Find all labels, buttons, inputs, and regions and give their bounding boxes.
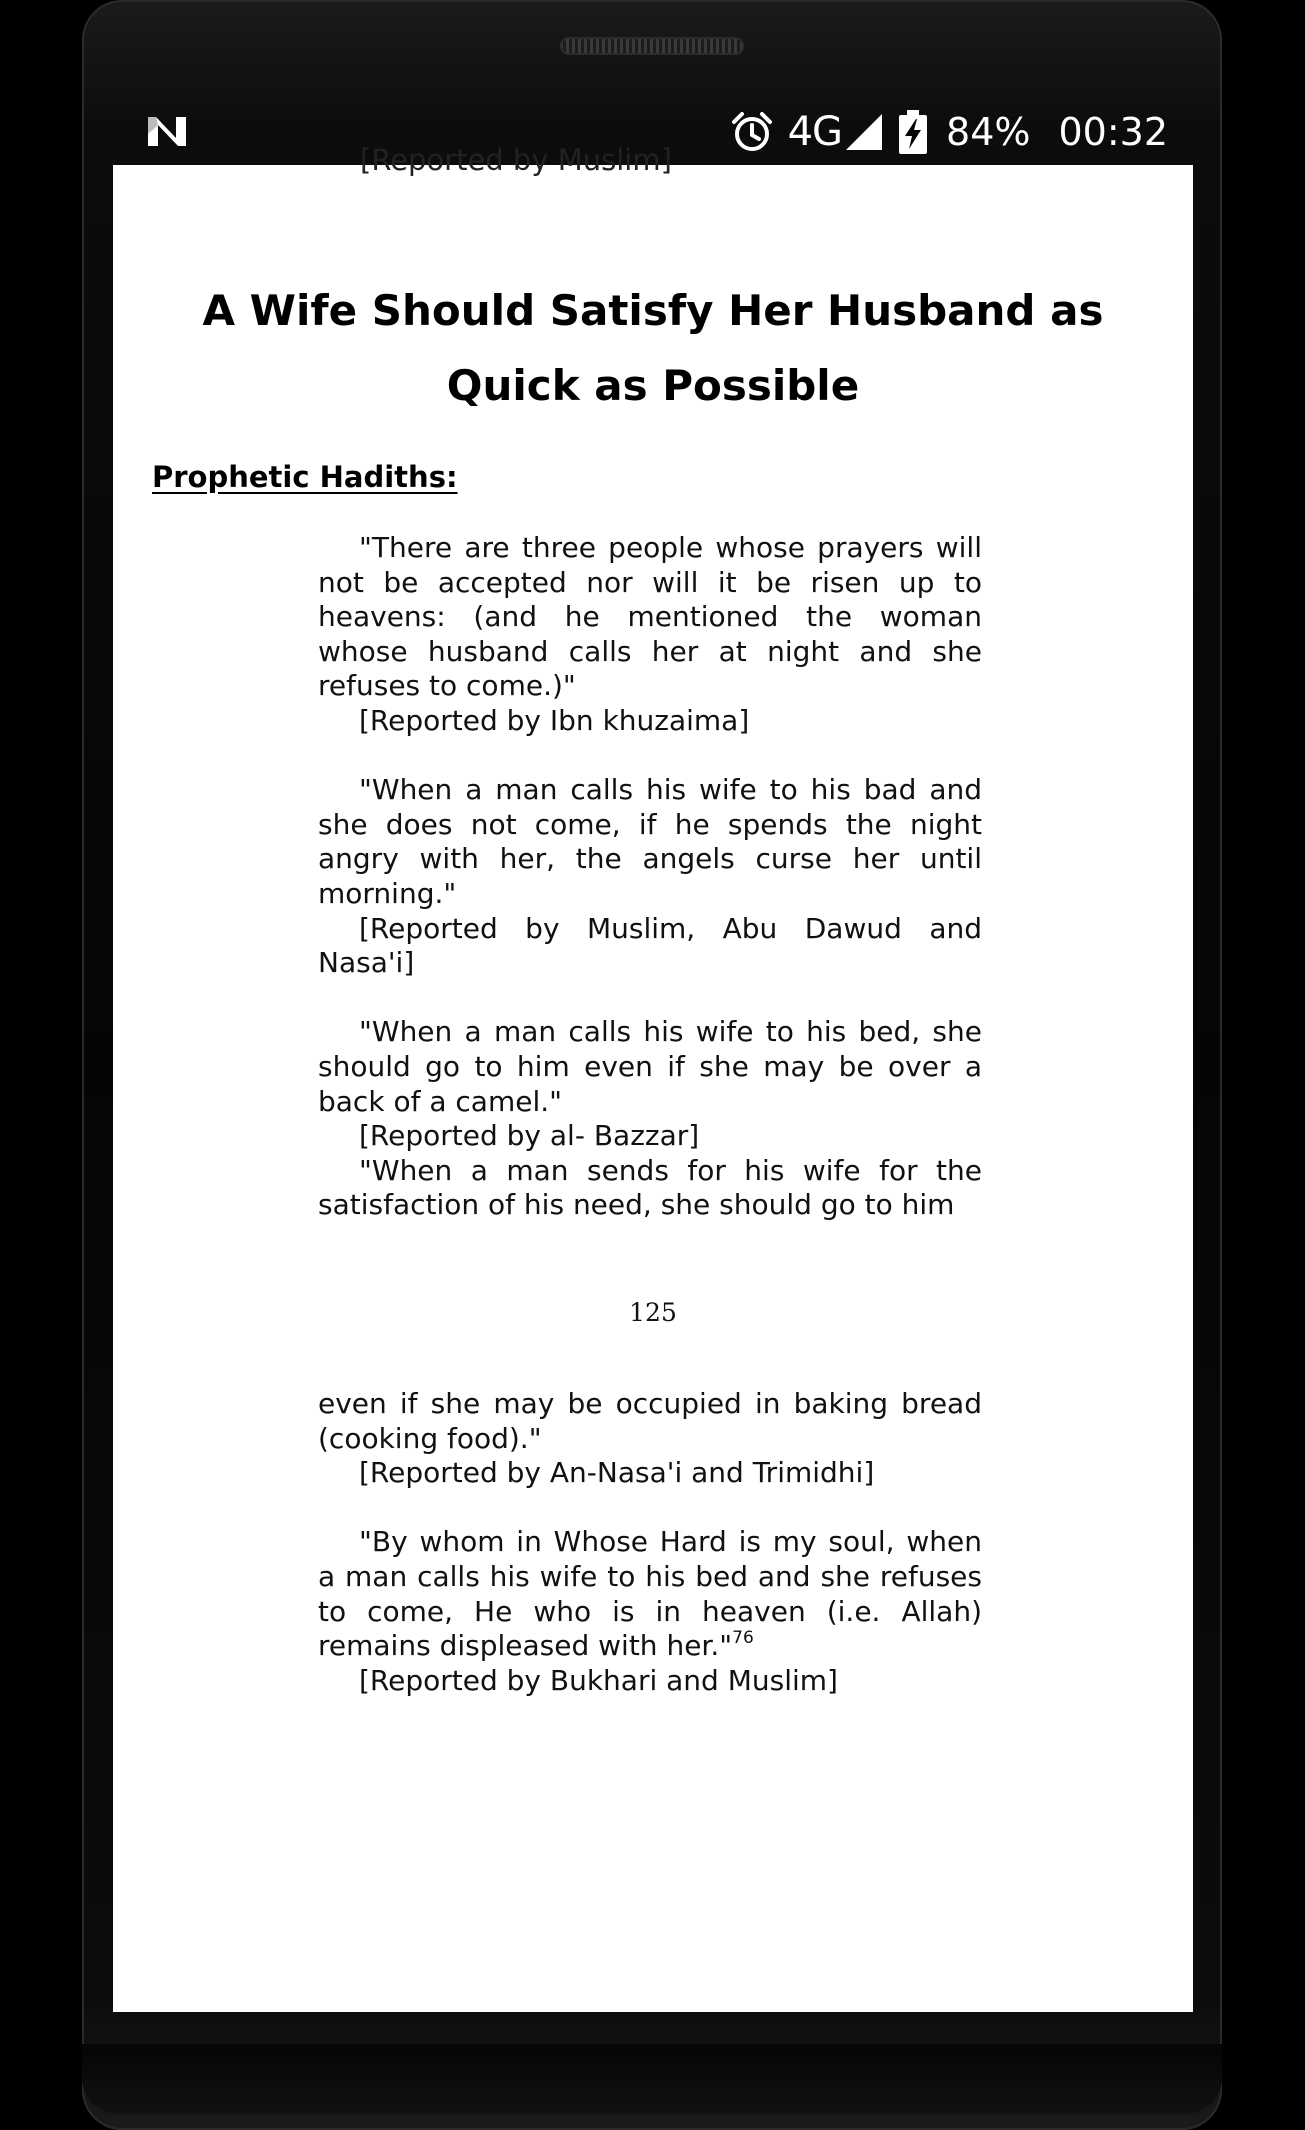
reader-page[interactable]	[113, 143, 1193, 2012]
paragraph-gap	[318, 1491, 982, 1526]
paragraph-gap	[318, 981, 982, 1016]
page-number: 125	[629, 1298, 677, 1327]
bottom-bezel	[82, 2044, 1222, 2114]
paragraph: "When a man calls his wife to his bed, she should go to him even if she may be over a back of a camel."	[318, 1015, 982, 1118]
text-block-upper	[318, 531, 982, 1223]
paragraph: "When a man calls his wife to his bad and she does not come, if he spends the night angry with her, the angels curse her until morning."	[318, 773, 982, 910]
battery-charging-icon	[898, 109, 928, 155]
paragraph: "There are three people whose prayers will not be accepted nor will it be risen up to heavens: (and he mentioned the woman whose husband calls her at night and she refuses to come.)"	[318, 531, 982, 703]
clock: 00:32	[1058, 110, 1168, 154]
n-logo-icon	[146, 114, 190, 148]
section-heading: Prophetic Hadiths:	[152, 460, 458, 494]
paragraph: [Reported by Bukhari and Muslim]	[359, 1663, 838, 1697]
paragraph: even if she may be occupied in baking bread (cooking food)."	[318, 1387, 982, 1455]
paragraph-gap	[318, 739, 982, 774]
footnote-marker[interactable]: 76	[732, 1628, 754, 1649]
paragraph: [Reported by An-Nasa'i and Trimidhi]	[359, 1456, 875, 1490]
paragraph: "When a man sends for his wife for the satisfaction of his need, she should go to him	[318, 1153, 982, 1222]
network-type: 4G	[787, 109, 843, 155]
chapter-title: A Wife Should Satisfy Her Husband as Quick as Possible	[202, 286, 1104, 410]
paragraph: [Reported by Ibn khuzaima]	[359, 703, 750, 737]
paragraph: "By whom in Whose Hard is my soul, when a man calls his wife to his bed and she refuses to come, He who is in heaven (i.e. Allah) remains displeased with her."$^{76}$	[318, 1525, 982, 1663]
paragraph: [Reported by Muslim, Abu Dawud and Nasa'i]	[318, 911, 982, 980]
text-block-lower	[318, 1387, 982, 1698]
battery-percent: 84%	[946, 110, 1031, 154]
paragraph: [Reported by al- Bazzar]	[359, 1119, 700, 1153]
earpiece-speaker	[560, 37, 744, 55]
previous-text-cutoff: [Reported by Muslim]	[360, 143, 672, 177]
signal-icon	[844, 112, 884, 152]
alarm-icon	[730, 110, 774, 154]
status-icons	[730, 104, 1168, 160]
